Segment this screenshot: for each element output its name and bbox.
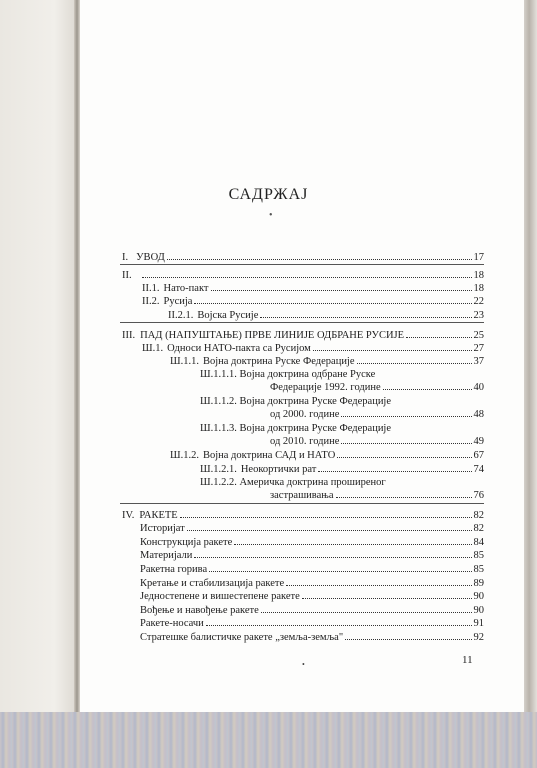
- toc-page: 82: [473, 523, 484, 534]
- toc-label: Војна доктрина Руске Федерације: [202, 356, 355, 367]
- toc-entry: [122, 330, 484, 342]
- toc-entry: [140, 564, 484, 576]
- toc-label: Војна доктрина Руске Федерације: [239, 396, 392, 407]
- divider: [120, 503, 484, 504]
- toc-label: Ракете-носачи: [140, 618, 204, 629]
- toc-entry: [168, 310, 484, 322]
- toc-entry: [140, 523, 484, 535]
- toc-entry: [140, 537, 484, 549]
- toc-entry: [140, 632, 484, 644]
- toc-page: 85: [473, 564, 484, 575]
- toc-label: Односи НАТО-пакта са Русијом: [167, 343, 311, 354]
- divider: [120, 322, 484, 323]
- toc-label: Вођење и навођење ракете: [140, 605, 259, 616]
- toc-entry: [122, 270, 484, 282]
- toc-page: 92: [473, 632, 484, 643]
- toc-entry: [142, 283, 484, 295]
- toc-entry: [140, 578, 484, 590]
- toc-label: Војна доктрина одбране Руске: [239, 369, 376, 380]
- toc-page: 74: [473, 464, 484, 475]
- toc-label: Материјали: [140, 550, 193, 561]
- toc-page: 49: [473, 436, 484, 447]
- toc-entry-line: [200, 423, 391, 435]
- toc-number: Ш.1.2.: [170, 450, 199, 461]
- toc-page: 67: [473, 450, 484, 461]
- toc-page: 76: [473, 490, 484, 501]
- toc-number: II.: [122, 270, 132, 281]
- toc-entry-line: [200, 369, 375, 381]
- toc-label: од 2010. године: [270, 436, 340, 447]
- toc-page: 91: [473, 618, 484, 629]
- toc-number: Ш.1.1.2.: [200, 396, 237, 407]
- toc-entry: [170, 356, 484, 368]
- toc-entry-line: [200, 477, 386, 489]
- stray-mark: •: [302, 660, 305, 669]
- toc-label: Ракетна горива: [140, 564, 208, 575]
- toc-entry: [142, 343, 484, 355]
- toc-page: 82: [473, 510, 484, 521]
- toc-label: ПАД (НАПУШТАЊЕ) ПРВЕ ЛИНИЈЕ ОДБРАНЕ РУСИЈЕ: [140, 330, 405, 341]
- toc-label: Војна доктрина САД и НАТО: [202, 450, 336, 461]
- toc-number: Ш.1.1.1.: [200, 369, 237, 380]
- toc-entry: [270, 436, 484, 448]
- toc-label: Кретање и стабилизација ракете: [140, 578, 285, 589]
- toc-label: Једностепене и вишестепене ракете: [140, 591, 300, 602]
- toc-entry: [170, 450, 484, 462]
- toc-label: Војска Русије: [197, 310, 259, 321]
- toc-label: Америчка доктрина проширеног: [239, 477, 386, 488]
- toc-page: 40: [473, 382, 484, 393]
- divider: [120, 264, 484, 265]
- toc-number: II.2.1.: [168, 310, 194, 321]
- toc-page: 18: [473, 283, 484, 294]
- toc-entry: [270, 409, 484, 421]
- toc-number: Ш.1.: [142, 343, 164, 354]
- toc-label: Нато-пакт: [163, 283, 209, 294]
- toc-page: 85: [473, 550, 484, 561]
- toc-number: I.: [122, 252, 129, 263]
- toc-number: II.1.: [142, 283, 160, 294]
- toc-label: од 2000. године: [270, 409, 340, 420]
- toc-page: 25: [473, 330, 484, 341]
- toc-page: 18: [473, 270, 484, 281]
- toc-entry: [140, 550, 484, 562]
- toc-number: IV.: [122, 510, 135, 521]
- toc-label: УВОД: [136, 252, 165, 263]
- toc-page: 90: [473, 591, 484, 602]
- toc-entry: [122, 252, 484, 264]
- toc-page: 27: [473, 343, 484, 354]
- toc-page: 22: [473, 296, 484, 307]
- toc-number: II.2.: [142, 296, 160, 307]
- toc-page: 23: [473, 310, 484, 321]
- toc-page: 17: [473, 252, 484, 263]
- toc-entry: [140, 618, 484, 630]
- toc-label: застрашивања: [270, 490, 334, 501]
- toc-number: Ш.1.2.2.: [200, 477, 237, 488]
- toc-entry: [270, 382, 484, 394]
- toc-page: 89: [473, 578, 484, 589]
- toc-page: 84: [473, 537, 484, 548]
- toc-label: Федерације 1992. године: [270, 382, 381, 393]
- toc-label: Војна доктрина Руске Федерације: [239, 423, 392, 434]
- page-title: САДРЖАЈ: [228, 186, 309, 203]
- toc-page: 48: [473, 409, 484, 420]
- toc-entry: [200, 464, 484, 476]
- toc-label: РАКЕТЕ: [139, 510, 178, 521]
- toc-label: Русија: [163, 296, 193, 307]
- toc-page: 37: [473, 356, 484, 367]
- page-edge: [524, 0, 537, 712]
- scan-background: [0, 712, 537, 768]
- toc-label: Стратешке балистичке ракете „земља-земља": [140, 632, 344, 643]
- toc-entry-line: [200, 396, 391, 408]
- toc-entry: [142, 296, 484, 308]
- toc-number: Ш.1.1.3.: [200, 423, 237, 434]
- page-number: 11: [462, 654, 473, 666]
- stray-mark: •: [269, 210, 273, 221]
- toc-entry: [140, 591, 484, 603]
- toc-entry: [270, 490, 484, 502]
- toc-entry: [122, 510, 484, 522]
- left-page: [0, 0, 78, 712]
- toc-number: Ш.1.1.: [170, 356, 199, 367]
- toc-label: Неокортички рат: [240, 464, 317, 475]
- toc-page: 90: [473, 605, 484, 616]
- toc-label: Конструкција ракете: [140, 537, 233, 548]
- toc-number: III.: [122, 330, 136, 341]
- toc-entry: [140, 605, 484, 617]
- toc-number: Ш.1.2.1.: [200, 464, 237, 475]
- toc-label: Историјат: [140, 523, 185, 534]
